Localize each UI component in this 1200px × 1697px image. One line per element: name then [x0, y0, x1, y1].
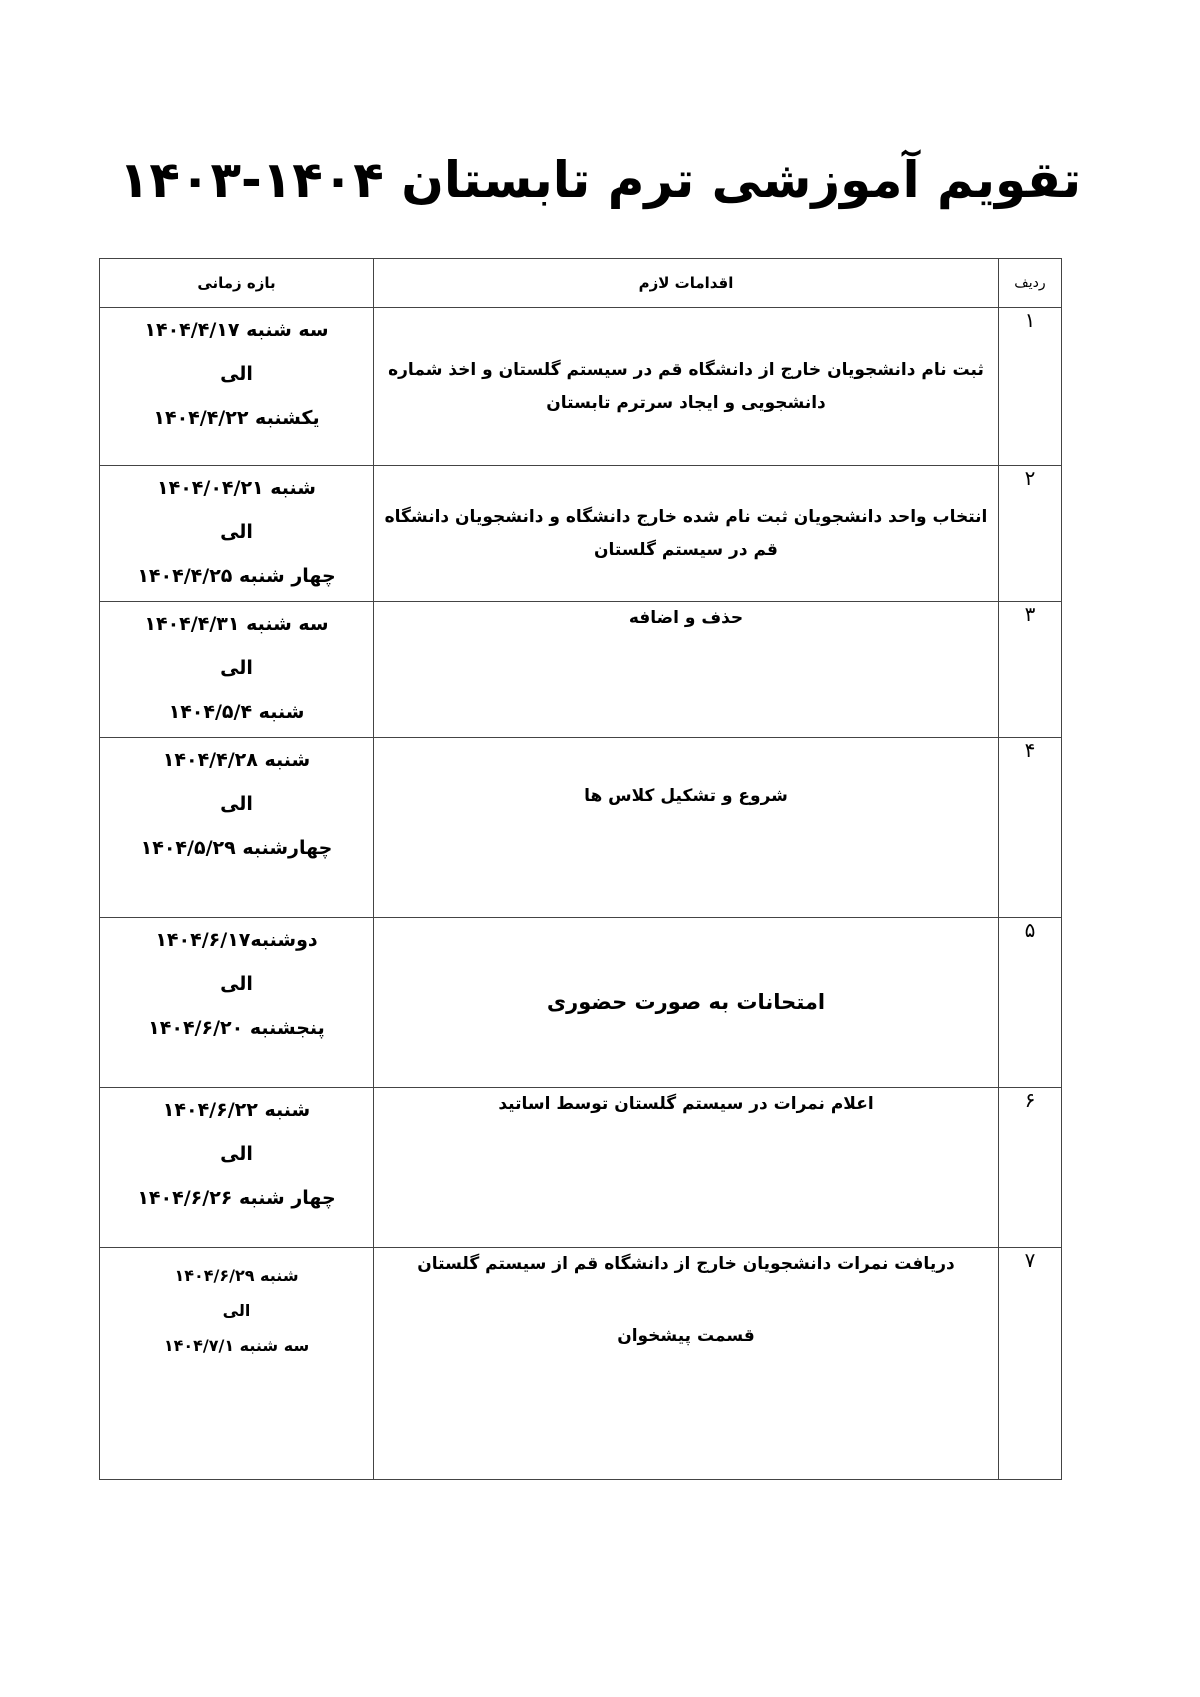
table-row	[100, 602, 1062, 738]
table-row	[100, 918, 1062, 1088]
row-period	[100, 1088, 374, 1248]
table-row	[100, 1088, 1062, 1248]
period-until: الی	[222, 1301, 251, 1320]
action-text: اعلام نمرات در سیستم گلستان توسط اساتید	[498, 1094, 874, 1114]
row-period	[100, 602, 374, 738]
period-end: شنبه ۱۴۰۴/۵/۴	[168, 701, 305, 723]
action-text: ثبت نام دانشجویان خارج از دانشگاه قم در سیستم گلستان و اخذ شماره دانشجویی و ایجاد سرترم تابستان	[388, 360, 984, 413]
row-action	[374, 466, 999, 602]
row-period	[100, 918, 374, 1088]
row-index: ۵	[999, 918, 1062, 1088]
period-until: الی	[220, 1143, 253, 1165]
table-row	[100, 1248, 1062, 1480]
row-period	[100, 738, 374, 918]
header-actions: اقدامات لازم	[374, 259, 999, 308]
table-row	[100, 466, 1062, 602]
action-text: دریافت نمرات دانشجویان خارج از دانشگاه قم از سیستم گلستان	[417, 1254, 955, 1274]
page-title: تقویم آموزشی ترم تابستان ۱۴۰۴-۱۴۰۳	[118, 151, 1082, 209]
header-index: ردیف	[999, 259, 1062, 308]
row-index: ۶	[999, 1088, 1062, 1248]
row-index: ۲	[999, 466, 1062, 602]
row-action	[374, 918, 999, 1088]
period-start: سه شنبه ۱۴۰۴/۴/۳۱	[144, 613, 329, 635]
period-until: الی	[220, 521, 253, 543]
row-index: ۳	[999, 602, 1062, 738]
period-until: الی	[220, 657, 253, 679]
row-index: ۱	[999, 308, 1062, 466]
period-start: شنبه ۱۴۰۴/۶/۲۹	[174, 1266, 299, 1285]
period-end: چهار شنبه ۱۴۰۴/۶/۲۶	[137, 1187, 336, 1209]
academic-calendar-table	[99, 258, 1062, 1480]
period-start: شنبه ۱۴۰۴/۶/۲۲	[162, 1099, 311, 1121]
row-index: ۴	[999, 738, 1062, 918]
period-end: پنجشنبه ۱۴۰۴/۶/۲۰	[148, 1017, 325, 1039]
period-start: دوشنبه۱۴۰۴/۶/۱۷	[155, 929, 318, 951]
action-text: شروع و تشکیل کلاس ها	[584, 786, 788, 806]
row-index: ۷	[999, 1248, 1062, 1480]
row-period	[100, 466, 374, 602]
action-text: امتحانات به صورت حضوری	[546, 989, 826, 1014]
period-until: الی	[220, 793, 253, 815]
row-action	[374, 602, 999, 738]
action-text: حذف و اضافه	[628, 608, 744, 628]
period-until: الی	[220, 363, 253, 385]
period-start: شنبه ۱۴۰۴/۴/۲۸	[162, 749, 311, 771]
period-start: سه شنبه ۱۴۰۴/۴/۱۷	[144, 319, 329, 341]
row-period	[100, 1248, 374, 1480]
period-end: یکشنبه ۱۴۰۴/۴/۲۲	[153, 407, 320, 429]
table-row	[100, 738, 1062, 918]
period-end: سه شنبه ۱۴۰۴/۷/۱	[163, 1336, 310, 1355]
period-until: الی	[220, 973, 253, 995]
row-action	[374, 738, 999, 918]
table-header-row	[100, 259, 1062, 308]
action-text-secondary: قسمت پیشخوان	[617, 1326, 755, 1347]
row-action	[374, 308, 999, 466]
period-start: شنبه ۱۴۰۴/۰۴/۲۱	[157, 477, 316, 499]
row-period	[100, 308, 374, 466]
header-period: بازه زمانی	[100, 259, 374, 308]
period-end: چهارشنبه ۱۴۰۴/۵/۲۹	[140, 837, 333, 859]
row-action	[374, 1248, 999, 1480]
period-end: چهار شنبه ۱۴۰۴/۴/۲۵	[137, 565, 336, 587]
row-action	[374, 1088, 999, 1248]
table-row	[100, 308, 1062, 466]
action-text: انتخاب واحد دانشجویان ثبت نام شده خارج دانشگاه و دانشجویان دانشگاه قم در سیستم گلستان	[384, 507, 988, 560]
